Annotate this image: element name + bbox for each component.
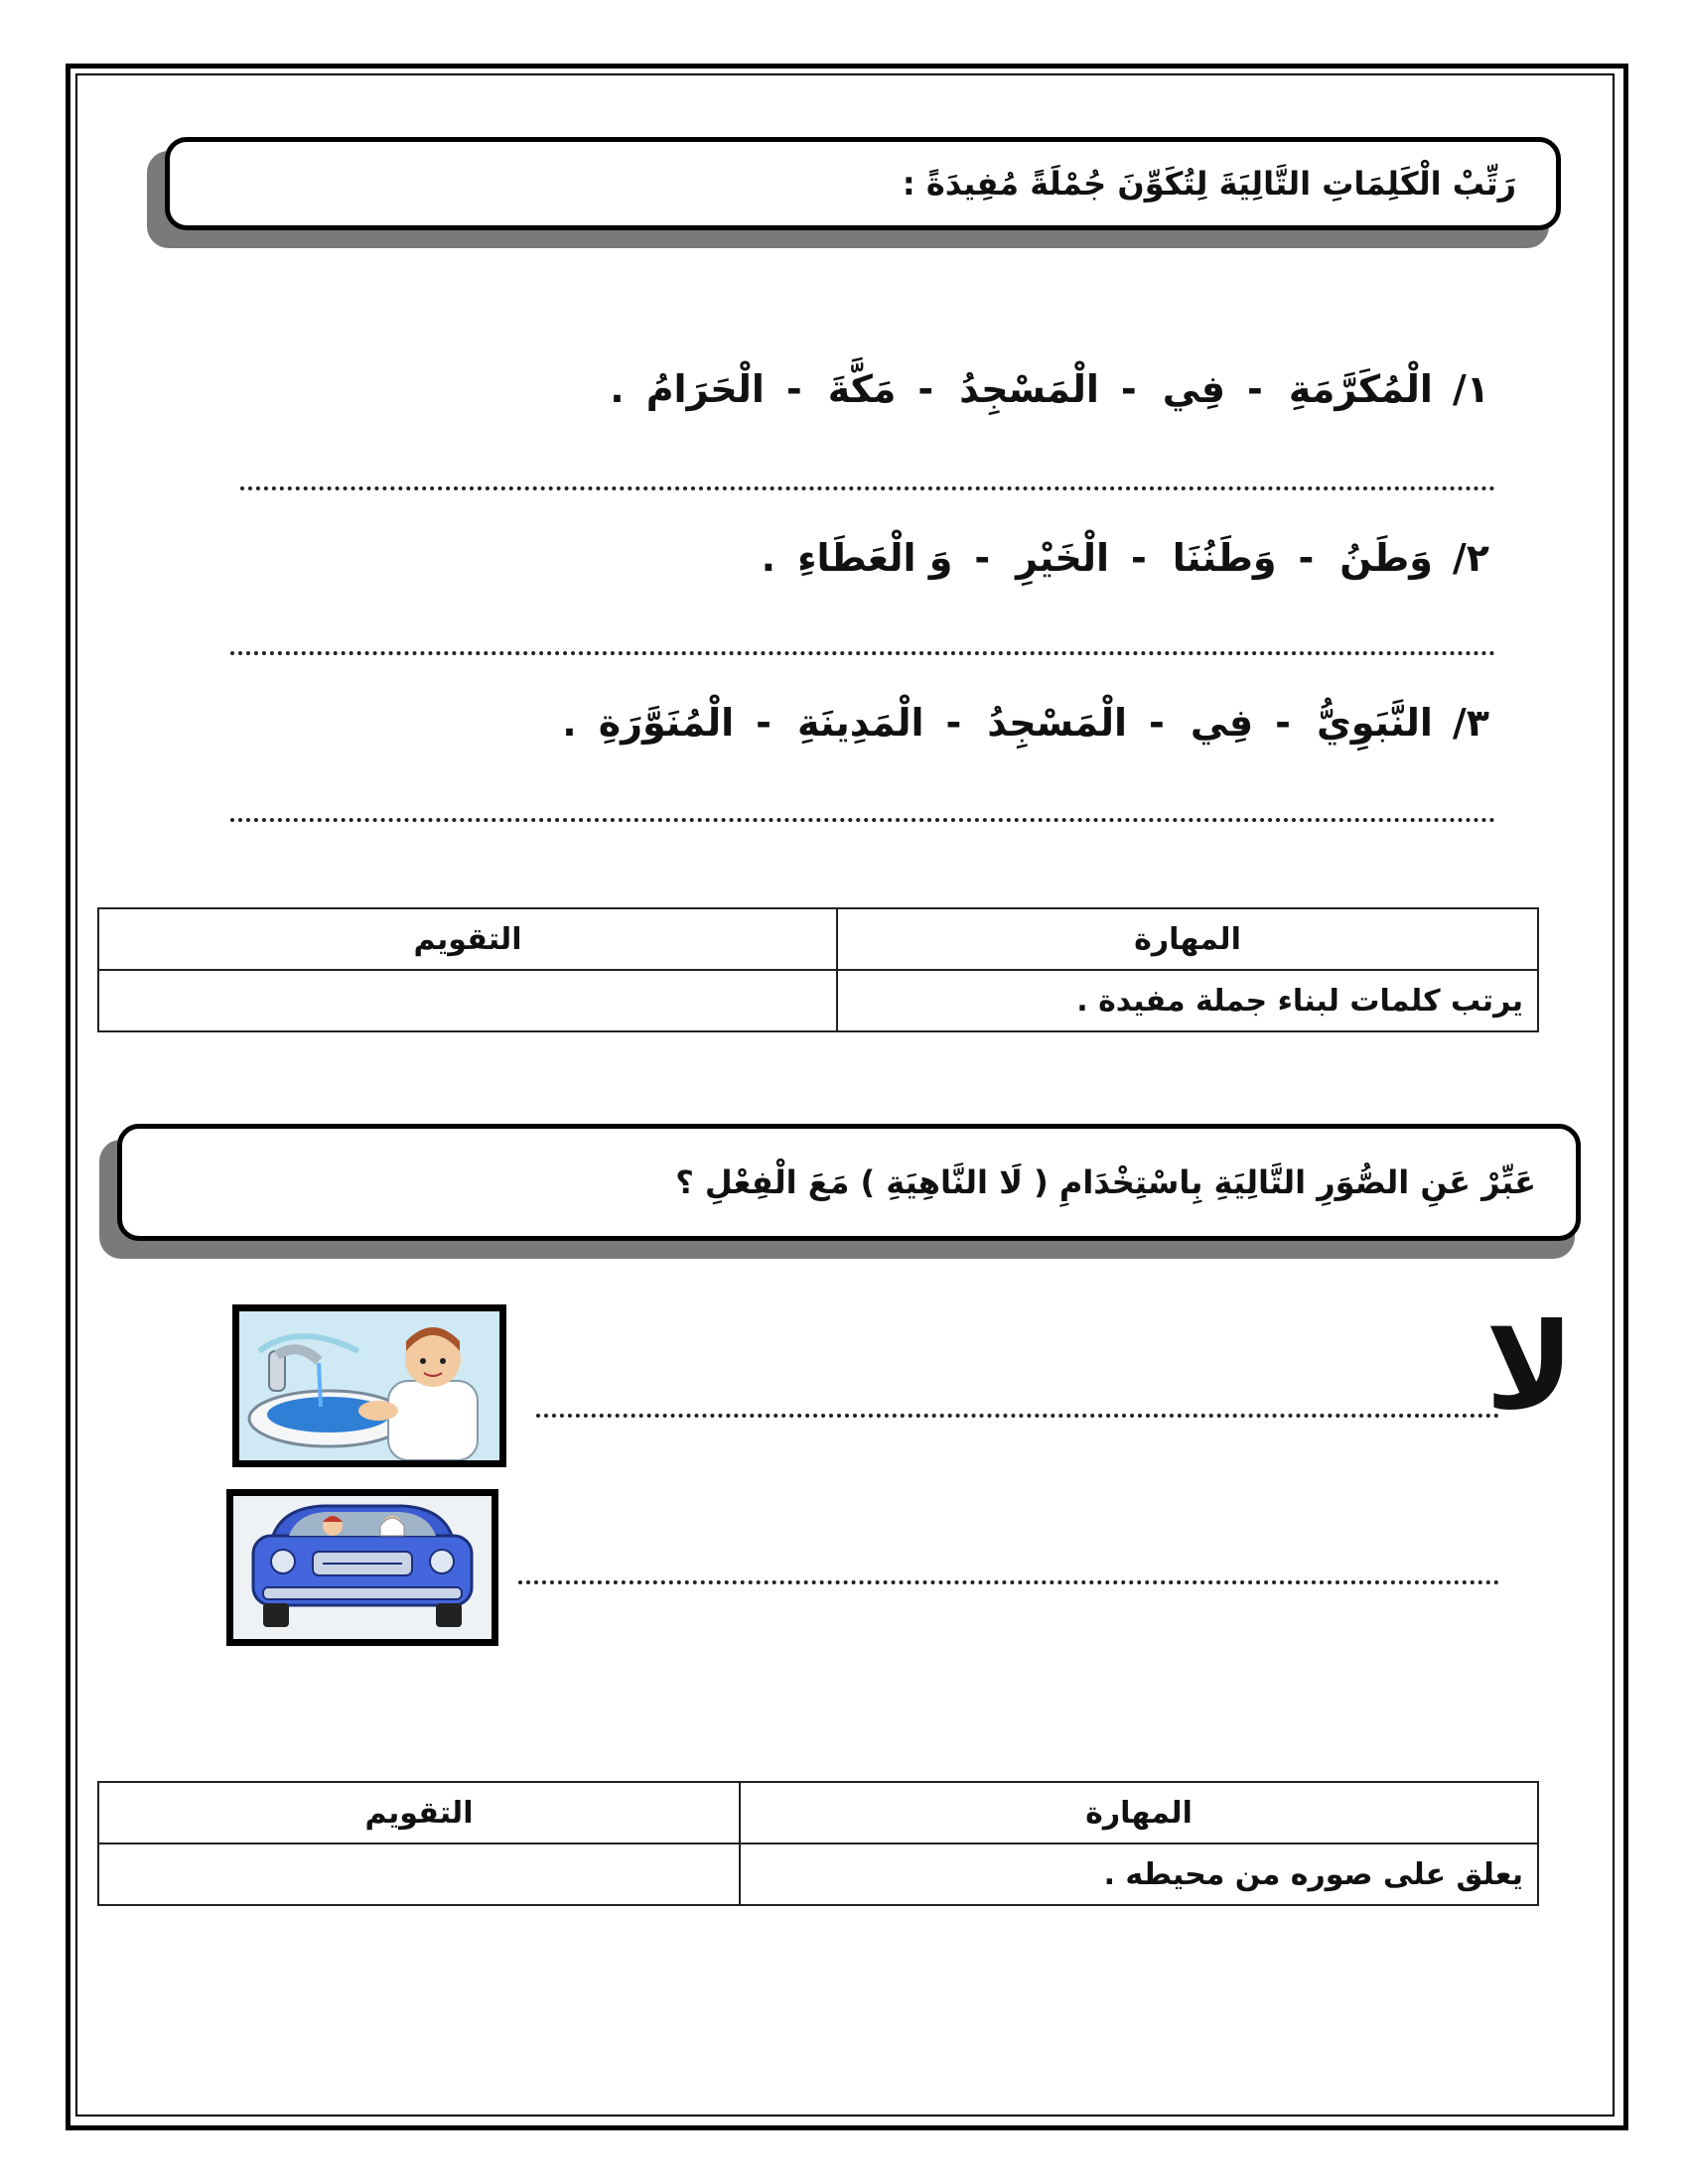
answer-line-image-2[interactable] — [518, 1580, 1499, 1584]
item-number: ٣/ — [1452, 701, 1489, 745]
word: وَ الْعَطَاءِ — [797, 536, 953, 580]
answer-line-3[interactable] — [230, 818, 1495, 822]
word: وَطَنُنَا — [1172, 536, 1277, 580]
skill-value: يرتب كلمات لبناء جملة مفيدة . — [837, 970, 1538, 1031]
word-period: . — [610, 367, 625, 411]
la-word: لا — [1485, 1298, 1575, 1436]
word: فِي — [1162, 367, 1226, 411]
word: مَكَّةَ — [827, 367, 897, 411]
word-separator: - — [1131, 536, 1147, 580]
evaluation-header: التقويم — [98, 1782, 740, 1843]
skill-table-1 — [97, 907, 1539, 1032]
skill-header: المهارة — [837, 908, 1538, 970]
word-separator: - — [756, 701, 772, 745]
sentence-item-2 — [740, 536, 1489, 580]
word-separator: - — [945, 701, 962, 745]
skill-value: يعلق على صوره من محيطه . — [740, 1843, 1538, 1905]
word: الْمَسْجِدُ — [987, 701, 1128, 745]
boy-sink-illustration — [239, 1311, 499, 1460]
item-number: ٢/ — [1452, 536, 1489, 580]
evaluation-cell[interactable] — [98, 970, 837, 1031]
picture-boy-washing-hands — [232, 1304, 506, 1467]
word: الْحَرَامُ — [645, 367, 765, 411]
word-separator: - — [1298, 536, 1315, 580]
word: الْخَيْرِ — [1016, 536, 1110, 580]
answer-line-1[interactable] — [240, 486, 1495, 490]
word: الْمَسْجِدُ — [959, 367, 1099, 411]
answer-line-image-1[interactable] — [536, 1414, 1499, 1418]
word-separator: - — [917, 367, 934, 411]
evaluation-header: التقويم — [98, 908, 837, 970]
skill-table-2 — [97, 1781, 1539, 1906]
word: فِي — [1190, 701, 1254, 745]
answer-line-2[interactable] — [230, 651, 1495, 655]
word-separator: - — [974, 536, 991, 580]
word: الْمُنَوَّرَةِ — [598, 701, 735, 745]
instruction-text-1: رَتِّبْ الْكَلِمَاتِ التَّالِيَةَ لِتُكَوِّنَ جُمْلَةً مُفِيدَةً : — [902, 165, 1516, 203]
word: النَّبَوِيُّ — [1316, 701, 1433, 745]
instruction-text-2: عَبِّرْ عَنِ الصُّوَرِ التَّالِيَةِ بِاسْتِخْدَامِ ( لَا النَّاهِيَةِ ) مَعَ الْفِعْلِ ؟ — [675, 1163, 1536, 1201]
word: الْمَدِينَةِ — [796, 701, 924, 745]
word: الْمُكَرَّمَةِ — [1288, 367, 1433, 411]
word-separator: - — [1149, 701, 1165, 745]
word-separator: - — [785, 367, 802, 411]
evaluation-cell[interactable] — [98, 1843, 740, 1905]
word-period: . — [761, 536, 776, 580]
picture-car — [226, 1489, 498, 1646]
word: وَطَنُ — [1339, 536, 1433, 580]
instruction-banner-1 — [165, 137, 1561, 230]
word-separator: - — [1275, 701, 1291, 745]
sentence-item-1 — [588, 367, 1489, 411]
word-separator: - — [1120, 367, 1137, 411]
skill-header: المهارة — [740, 1782, 1538, 1843]
item-number: ١/ — [1452, 367, 1489, 411]
sentence-item-3 — [540, 701, 1489, 745]
instruction-banner-2 — [117, 1124, 1581, 1241]
car-illustration — [233, 1496, 492, 1639]
word-separator: - — [1247, 367, 1263, 411]
word-period: . — [562, 701, 577, 745]
